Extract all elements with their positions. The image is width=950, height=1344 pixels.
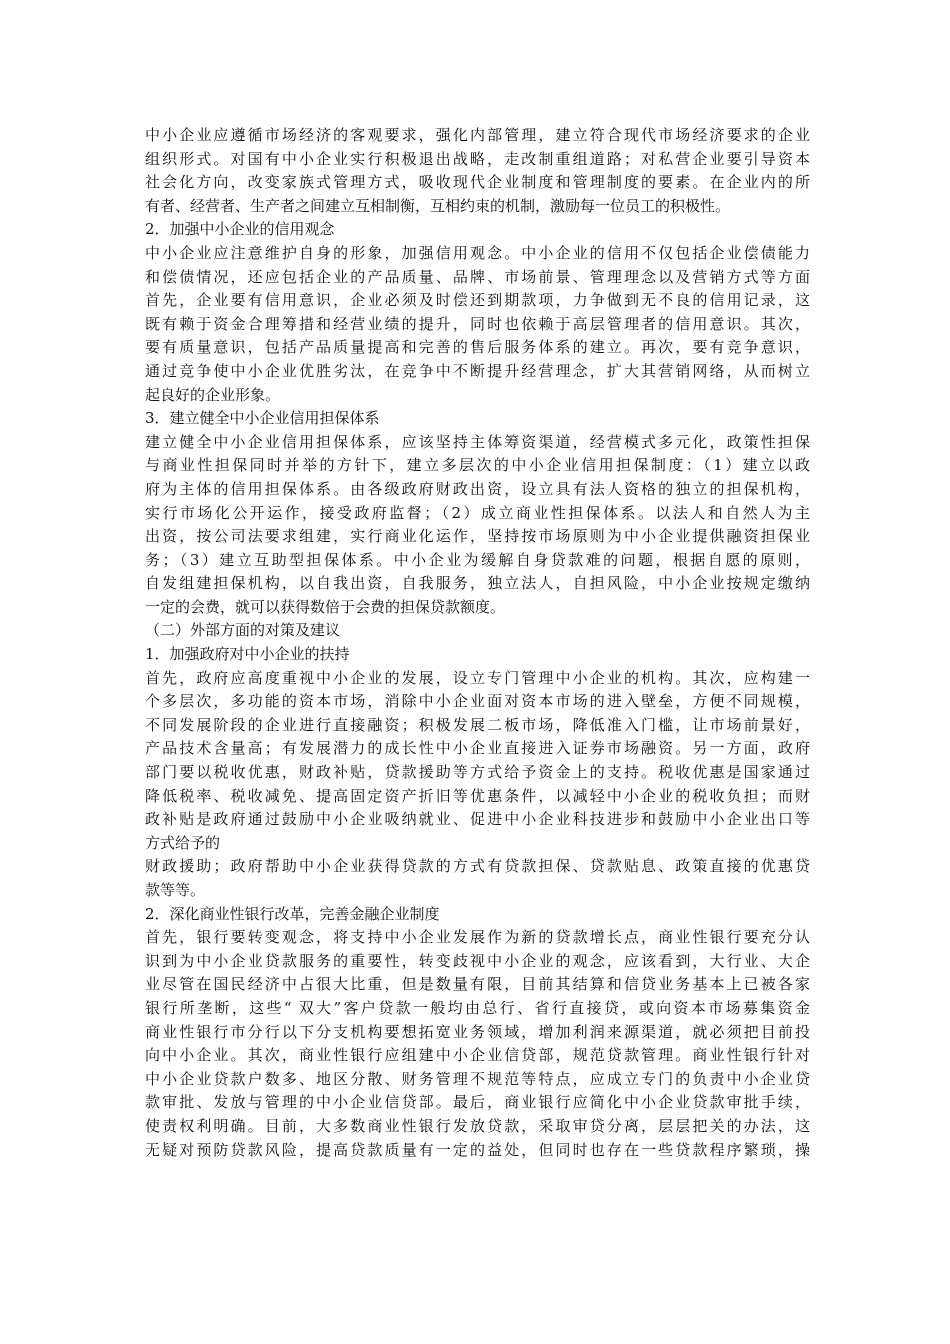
document-page [145, 124, 810, 1162]
text-line: 通过竞争使中小企业优胜劣汰，在竞争中不断提升经营理念，扩大其营销网络，从而树立 [145, 361, 810, 380]
text-line: 款等等。 [145, 881, 206, 899]
text-line: 务；（3）建立互助型担保体系。中小企业为缓解自身贷款难的问题，根据自愿的原则， [145, 550, 810, 569]
text-line: 1．加强政府对中小企业的扶持 [145, 645, 350, 664]
text-line: （二）外部方面的对策及建议 [145, 621, 341, 640]
text-line: 实行市场化公开运作，接受政府监督；（2）成立商业性担保体系。以法人和自然人为主 [145, 503, 810, 522]
text-line: 无疑对预防贷款风险，提高贷款质量有一定的益处，但同时也存在一些贷款程序繁琐，操 [145, 1140, 810, 1159]
text-line: 要有质量意识，包括产品质量提高和完善的售后服务体系的建立。再次，要有竞争意识， [145, 338, 810, 357]
text-line: 银行所垄断，这些“ 双大”客户贷款一般均由总行、省行直接贷，或向资本市场募集资金 [145, 998, 810, 1017]
text-line: 有者、经营者、生产者之间建立互相制衡，互相约束的机制，激励每一位员工的积极性。 [145, 196, 731, 215]
text-line: 2．深化商业性银行改革，完善金融企业制度 [145, 904, 440, 923]
text-line: 降低税率、税收减免、提高固定资产折旧等优惠条件，以减轻中小企业的税收负担；而财 [145, 786, 810, 805]
text-line: 首先，企业要有信用意识，企业必须及时偿还到期款项，力争做到无不良的信用记录，这 [145, 291, 810, 310]
text-line: 个多层次，多功能的资本市场，消除中小企业面对资本市场的进入壁垒，方便不同规模， [145, 692, 810, 711]
text-line: 与商业性担保同时并举的方针下，建立多层次的中小企业信用担保制度：（1）建立以政 [145, 456, 810, 475]
text-line: 中小企业应遵循市场经济的客观要求，强化内部管理，建立符合现代市场经济要求的企业 [145, 126, 810, 144]
text-line: 部门要以税收优惠，财政补贴，贷款援助等方式给予资金上的支持。税收优惠是国家通过 [145, 763, 810, 782]
text-line: 起良好的企业形象。 [145, 385, 281, 404]
text-line: 建立健全中小企业信用担保体系，应该坚持主体筹资渠道，经营模式多元化，政策性担保 [145, 432, 810, 451]
text-line: 中小企业贷款户数多、地区分散、财务管理不规范等特点，应成立专门的负责中小企业贷 [145, 1069, 810, 1088]
text-line: 自发组建担保机构，以自我出资，自我服务，独立法人，自担风险，中小企业按规定缴纳 [145, 574, 810, 593]
text-line: 使责权利明确。目前，大多数商业性银行发放贷款，采取审贷分离，层层把关的办法，这 [145, 1116, 810, 1135]
text-line: 业尽管在国民经济中占很大比重，但是数量有限，目前其结算和信贷业务基本上已被各家 [145, 975, 810, 994]
text-line: 组织形式。对国有中小企业实行积极退出战略，走改制重组道路；对私营企业要引导资本 [145, 149, 810, 168]
text-line: 出资，按公司法要求组建，实行商业化运作，坚持按市场原则为中小企业提供融资担保业 [145, 527, 810, 546]
text-line: 2．加强中小企业的信用观念 [145, 220, 335, 239]
text-line: 首先，银行要转变观念，将支持中小企业发展作为新的贷款增长点，商业性银行要充分认 [145, 928, 810, 947]
text-line: 向中小企业。其次，商业性银行应组建中小企业信贷部，规范贷款管理。商业性银行针对 [145, 1046, 810, 1065]
text-line: 商业性银行市分行以下分支机构要想拓宽业务领域，增加利润来源渠道，就必须把目前投 [145, 1022, 810, 1041]
text-line: 中小企业应注意维护自身的形象，加强信用观念。中小企业的信用不仅包括企业偿债能力 [145, 243, 810, 262]
text-line: 政补贴是政府通过鼓励中小企业吸纳就业、促进中小企业科技进步和鼓励中小企业出口等 [145, 810, 810, 829]
text-line: 不同发展阶段的企业进行直接融资；积极发展二板市场，降低准入门槛，让市场前景好， [145, 715, 810, 734]
text-line: 识到为中小企业贷款服务的重要性，转变歧视中小企业的观念，应该看到，大行业、大企 [145, 951, 810, 970]
text-line: 3．建立健全中小企业信用担保体系 [145, 409, 380, 428]
text-line: 方式给予的 [145, 833, 221, 852]
text-line: 既有赖于资金合理筹措和经营业绩的提升，同时也依赖于高层管理者的信用意识。其次， [145, 314, 810, 333]
text-line: 社会化方向，改变家族式管理方式，吸收现代企业制度和管理制度的要素。在企业内的所 [145, 173, 810, 192]
text-line: 首先，政府应高度重视中小企业的发展，设立专门管理中小企业的机构。其次，应构建一 [145, 668, 810, 687]
text-line: 产品技术含量高；有发展潜力的成长性中小企业直接进入证券市场融资。另一方面，政府 [145, 739, 810, 758]
text-line: 款审批、发放与管理的中小企业信贷部。最后，商业银行应简化中小企业贷款审批手续， [145, 1093, 810, 1112]
text-line: 府为主体的信用担保体系。由各级政府财政出资，设立具有法人资格的独立的担保机构， [145, 479, 810, 498]
text-line: 财政援助；政府帮助中小企业获得贷款的方式有贷款担保、贷款贴息、政策直接的优惠贷 [145, 857, 810, 876]
text-line: 和偿债情况，还应包括企业的产品质量、品牌、市场前景、管理理念以及营销方式等方面 [145, 267, 810, 286]
text-line: 一定的会费，就可以获得数倍于会费的担保贷款额度。 [145, 597, 506, 616]
